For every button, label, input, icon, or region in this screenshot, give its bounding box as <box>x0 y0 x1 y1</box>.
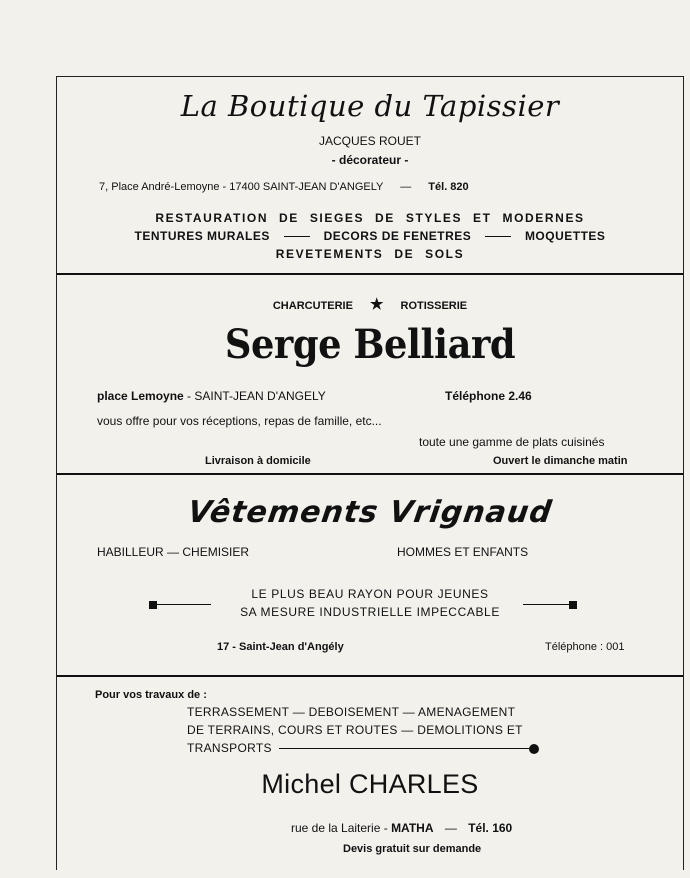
works-line-1: TERRASSEMENT — DEBOISEMENT — AMENAGEMENT <box>187 705 516 719</box>
tag-rotisserie: ROTISSERIE <box>400 300 468 312</box>
star-icon: ★ <box>369 296 384 313</box>
advertisement-page <box>56 76 684 870</box>
slogan-line-1: LE PLUS BEAU RAYON POUR JEUNES <box>251 587 489 601</box>
tag-charcuterie: CHARCUTERIE <box>272 300 353 312</box>
address <box>291 821 512 835</box>
ad-title: Serge Belliard <box>224 321 516 368</box>
city-text: 17 - Saint-Jean d'Angély <box>217 641 344 653</box>
ad-title: La Boutique du Tapissier <box>180 89 560 123</box>
right-ornament <box>523 597 577 611</box>
ad-title: Michel CHARLES <box>261 769 479 799</box>
service-tentures: TENTURES MURALES <box>134 229 270 243</box>
address-town: MATHA <box>391 821 434 835</box>
service-line-3: REVETEMENTS DE SOLS <box>275 247 465 261</box>
rule <box>279 748 529 749</box>
phone: Tél. 820 <box>428 181 469 193</box>
service-decors: DECORS DE FENETRES <box>323 229 472 243</box>
square-icon <box>569 601 577 609</box>
phone: Tél. 160 <box>468 821 513 835</box>
rule <box>485 236 511 237</box>
works-transports: TRANSPORTS <box>187 741 272 755</box>
phone: Téléphone : 001 <box>545 641 625 653</box>
ad-boutique-tapissier <box>57 77 683 273</box>
service-moquettes: MOQUETTES <box>524 229 606 243</box>
ad-vetements-vrignaud <box>57 475 683 675</box>
intro-text: Pour vos travaux de : <box>95 689 207 701</box>
ad-serge-belliard <box>57 275 683 473</box>
ad-michel-charles <box>57 677 683 871</box>
separator-dash: — <box>400 181 412 193</box>
address <box>97 389 326 403</box>
address <box>99 181 469 193</box>
address-city: - SAINT-JEAN D'ANGELY <box>183 389 326 403</box>
service-line-2 <box>57 229 683 243</box>
owner-role: - décorateur - <box>331 153 409 167</box>
phone: Téléphone 2.46 <box>445 389 532 403</box>
address-street: place Lemoyne <box>97 389 184 403</box>
owner-name: JACQUES ROUET <box>318 134 421 148</box>
ad-title: Vêtements Vrignaud <box>185 495 555 530</box>
rule <box>523 604 569 605</box>
address-text: 7, Place André-Lemoyne - 17400 SAINT-JEAN D'ANGELY <box>99 181 384 193</box>
delivery-text: Livraison à domicile <box>205 455 311 467</box>
works-line-3 <box>187 741 539 755</box>
trade-text: HABILLEUR — CHEMISIER <box>97 545 250 559</box>
works-line-2: DE TERRAINS, COURS ET ROUTES — DEMOLITIONS ET <box>187 723 523 737</box>
offer-text: vous offre pour vos réceptions, repas de famille, etc... <box>97 414 382 428</box>
slogan-line-2: SA MESURE INDUSTRIELLE IMPECCABLE <box>240 605 500 619</box>
clientele-text: HOMMES ET ENFANTS <box>397 545 529 559</box>
shop-tagline <box>57 295 683 313</box>
rule <box>284 236 310 237</box>
separator-dash: — <box>444 821 457 835</box>
opening-text: Ouvert le dimanche matin <box>493 455 628 467</box>
range-text: toute une gamme de plats cuisinés <box>419 435 605 449</box>
quote-text: Devis gratuit sur demande <box>343 843 482 855</box>
address-street: rue de la Laiterie - <box>291 821 392 835</box>
dot-icon <box>529 744 539 754</box>
service-line-1: RESTAURATION DE SIEGES DE STYLES ET MODERNES <box>155 211 585 225</box>
